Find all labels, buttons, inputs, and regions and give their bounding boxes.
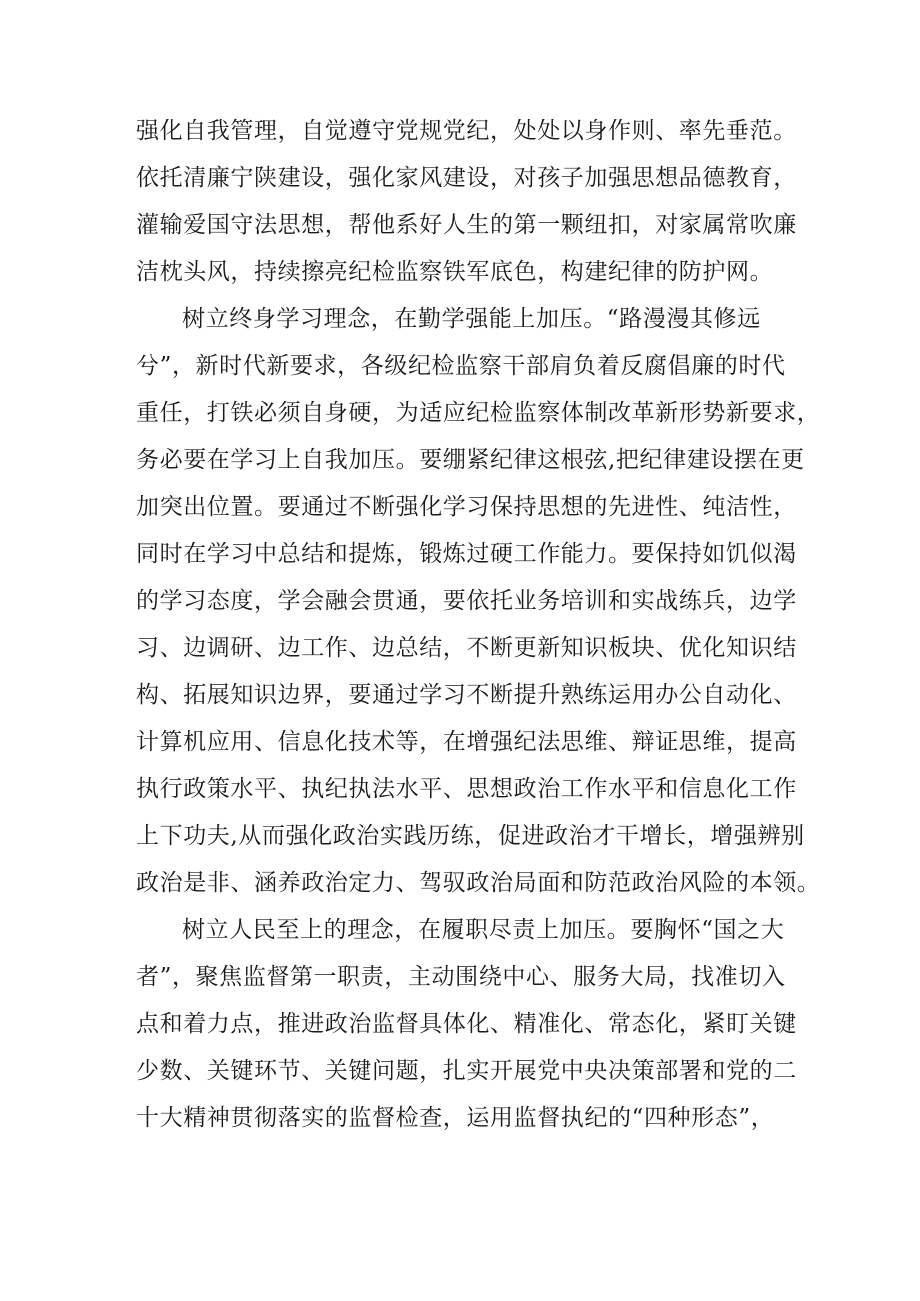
text-line: 洁枕头风，持续擦亮纪检监察铁军底色，构建纪律的防护网。 [136,259,774,285]
text-line: 上下功夫,从而强化政治实践历练，促进政治才干增长，增强辨别 [136,823,805,849]
paragraph-lifelong-learning [136,296,821,907]
paragraph-self-management [136,108,816,296]
text-line: 的学习态度，学会融会贯通，要依托业务培训和实战练兵，边学 [136,588,797,614]
text-line: 执行政策水平、执纪执法水平、思想政治工作水平和信息化工作 [136,776,797,802]
text-line: 点和着力点，推进政治监督具体化、精准化、常态化，紧盯关键 [136,1011,797,1037]
text-line: 计算机应用、信息化技术等，在增强纪法思维、辩证思维，提高 [136,729,797,755]
paragraph-people-first [136,907,816,1142]
text-line: 依托清廉宁陕建设，强化家风建设，对孩子加强思想品德教育， [136,165,797,191]
text-line: 兮”，新时代新要求，各级纪检监察干部肩负着反腐倡廉的时代 [136,353,786,379]
text-line: 加突出位置。要通过不断强化学习保持思想的先进性、纯洁性， [136,494,797,520]
text-line: 树立终身学习理念，在勤学强能上加压。“路漫漫其修远 [182,306,761,332]
text-line: 树立人民至上的理念，在履职尽责上加压。要胸怀“国之大 [182,917,785,943]
text-line: 构、拓展知识边界，要通过学习不断提升熟练运用办公自动化、 [136,682,797,708]
text-line: 强化自我管理，自觉遵守党规党纪，处处以身作则、率先垂范。 [136,118,797,144]
body-text [136,108,821,1142]
text-line: 重任，打铁必须自身硬，为适应纪检监察体制改革新形势新要求， [136,400,821,426]
text-line: 务必要在学习上自我加压。要绷紧纪律这根弦,把纪律建设摆在更 [136,447,805,473]
text-line: 政治是非、涵养政治定力、驾驭政治局面和防范政治风险的本领。 [136,870,821,896]
text-line: 少数、关键环节、关键问题，扎实开展党中央决策部署和党的二 [136,1058,797,1084]
text-line: 同时在学习中总结和提炼，锻炼过硬工作能力。要保持如饥似渴 [136,541,797,567]
text-line: 灌输爱国守法思想，帮他系好人生的第一颗纽扣，对家属常吹廉 [136,212,797,238]
text-line: 十大精神贯彻落实的监督检查，运用监督执纪的“四种形态”， [136,1105,775,1131]
text-line: 者”，聚焦监督第一职责，主动围绕中心、服务大局，找准切入 [136,964,786,990]
text-line: 习、边调研、边工作、边总结，不断更新知识板块、优化知识结 [136,635,797,661]
